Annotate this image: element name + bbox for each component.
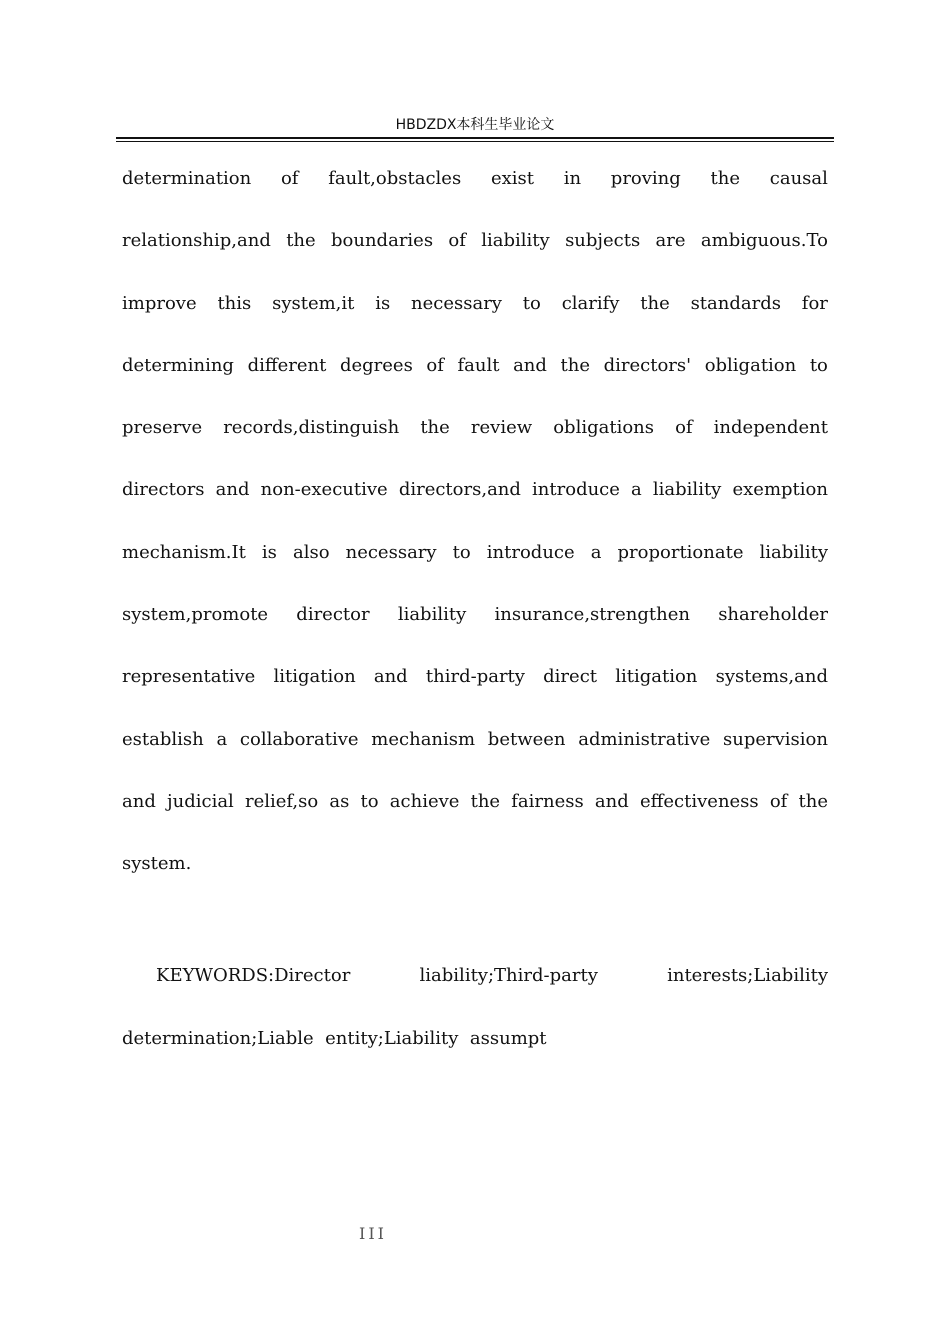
abstract-word: in <box>563 168 582 189</box>
abstract-word: directors <box>122 479 205 501</box>
abstract-word: exemption <box>732 479 828 501</box>
header-rule-thin <box>116 141 834 142</box>
abstract-word: review <box>470 417 533 439</box>
page-number: III <box>359 1224 387 1243</box>
abstract-word: the <box>470 790 501 812</box>
abstract-word: also <box>292 541 330 563</box>
abstract-word: of <box>280 168 299 189</box>
abstract-word: necessary <box>411 292 502 314</box>
abstract-word: direct <box>543 666 598 688</box>
abstract-word: boundaries <box>331 230 434 252</box>
abstract-line <box>122 537 828 599</box>
abstract-word: relationship,and <box>122 230 271 252</box>
abstract-word: this <box>217 292 252 314</box>
keyword-term: determination;Liable entity;Liability assumpt <box>122 1027 547 1049</box>
abstract-word: to <box>360 790 379 812</box>
abstract-word: collaborative <box>239 728 359 750</box>
abstract-word: relief,so <box>244 790 319 812</box>
keyword-term: KEYWORDS:Director <box>156 965 351 986</box>
abstract-word: a <box>631 479 642 501</box>
abstract-word: necessary <box>345 541 437 563</box>
abstract-word: system. <box>122 853 192 875</box>
abstract-word: for <box>801 292 828 314</box>
abstract-word: the <box>560 354 591 376</box>
abstract-word: liability <box>481 230 550 252</box>
abstract-word: standards <box>690 292 781 314</box>
abstract-word: the <box>710 168 741 189</box>
abstract-word: clarify <box>561 292 620 314</box>
abstract-word: fault <box>457 354 500 376</box>
abstract-word: degrees <box>339 354 413 376</box>
abstract-word: to <box>452 541 471 563</box>
abstract-word: fairness <box>511 790 584 812</box>
abstract-word: is <box>261 541 277 563</box>
abstract-word: of <box>426 354 444 376</box>
abstract-word: the <box>286 230 316 252</box>
abstract-word: liability <box>759 541 828 563</box>
abstract-line <box>122 848 828 910</box>
abstract-word: and <box>594 790 629 812</box>
abstract-word: liability <box>397 604 467 626</box>
abstract-line <box>122 599 828 661</box>
abstract-line <box>122 225 828 287</box>
abstract-line <box>122 350 828 412</box>
abstract-word: fault,obstacles <box>328 168 462 189</box>
abstract-word: achieve <box>389 790 460 812</box>
abstract-word: introduce <box>532 479 620 501</box>
abstract-line <box>122 474 828 536</box>
abstract-word: records,distinguish <box>223 417 400 439</box>
abstract-word: system,promote <box>122 604 269 626</box>
abstract-word: establish <box>122 728 204 750</box>
abstract-word: causal <box>769 168 828 189</box>
abstract-word: and <box>373 666 408 688</box>
header-rule-thick <box>116 137 834 139</box>
abstract-word: obligation <box>704 354 797 376</box>
abstract-word: and <box>215 479 250 501</box>
abstract-word: between <box>487 728 566 750</box>
abstract-word: liability <box>652 479 722 501</box>
abstract-word: exist <box>490 168 534 189</box>
abstract-word: the <box>640 292 670 314</box>
abstract-word: introduce <box>486 541 575 563</box>
abstract-word: representative <box>122 666 256 688</box>
abstract-word: as <box>329 790 350 812</box>
abstract-word: preserve <box>122 417 203 439</box>
abstract-word: of <box>675 417 693 439</box>
abstract-word: the <box>798 790 828 812</box>
abstract-word: and <box>122 790 156 812</box>
keywords-line-2 <box>122 1023 828 1086</box>
abstract-word: supervision <box>723 728 828 750</box>
abstract-word: of <box>448 230 466 252</box>
abstract-word: is <box>375 292 391 314</box>
abstract-word: judicial <box>167 790 234 812</box>
abstract-line <box>122 288 828 350</box>
keywords-line-1 <box>122 960 828 1023</box>
abstract-word: effectiveness <box>639 790 759 812</box>
abstract-word: and <box>513 354 547 376</box>
abstract-line <box>122 724 828 786</box>
abstract-word: obligations <box>553 417 655 439</box>
abstract-word: non-executive <box>260 479 388 501</box>
abstract-line <box>122 786 828 848</box>
abstract-word: directors,and <box>398 479 521 501</box>
abstract-word: mechanism <box>371 728 476 750</box>
abstract-word: proportionate <box>617 541 744 563</box>
running-header: HBDZDX本科生毕业论文 <box>395 117 555 133</box>
abstract-word: insurance,strengthen <box>494 604 690 626</box>
abstract-word: systems,and <box>715 666 828 688</box>
abstract-word: improve <box>122 292 197 314</box>
abstract-word: mechanism.It <box>122 541 246 563</box>
abstract-word: are <box>655 230 686 252</box>
abstract-body <box>122 163 828 911</box>
abstract-word: to <box>522 292 541 314</box>
abstract-word: determination <box>122 168 252 189</box>
abstract-word: administrative <box>578 728 711 750</box>
abstract-word: directors' <box>603 354 692 376</box>
abstract-word: third-party <box>425 666 525 688</box>
abstract-word: subjects <box>565 230 641 252</box>
abstract-word: a <box>590 541 602 563</box>
abstract-word: independent <box>713 417 828 439</box>
abstract-word: different <box>247 354 327 376</box>
keywords-section <box>122 960 828 1085</box>
abstract-word: a <box>216 728 228 750</box>
abstract-word: the <box>420 417 450 439</box>
abstract-word: ambiguous.To <box>700 230 828 252</box>
abstract-line <box>122 412 828 474</box>
abstract-word: to <box>809 354 828 376</box>
keyword-term: liability;Third-party <box>419 965 598 986</box>
abstract-word: proving <box>610 168 681 189</box>
abstract-word: litigation <box>615 666 698 688</box>
abstract-word: litigation <box>273 666 356 688</box>
abstract-word: of <box>769 790 788 812</box>
abstract-word: determining <box>122 354 234 376</box>
abstract-word: system,it <box>272 292 355 314</box>
abstract-line <box>122 661 828 723</box>
abstract-line <box>122 163 828 225</box>
keyword-term: interests;Liability <box>667 965 828 986</box>
abstract-word: director <box>296 604 370 626</box>
abstract-word: shareholder <box>718 604 828 626</box>
